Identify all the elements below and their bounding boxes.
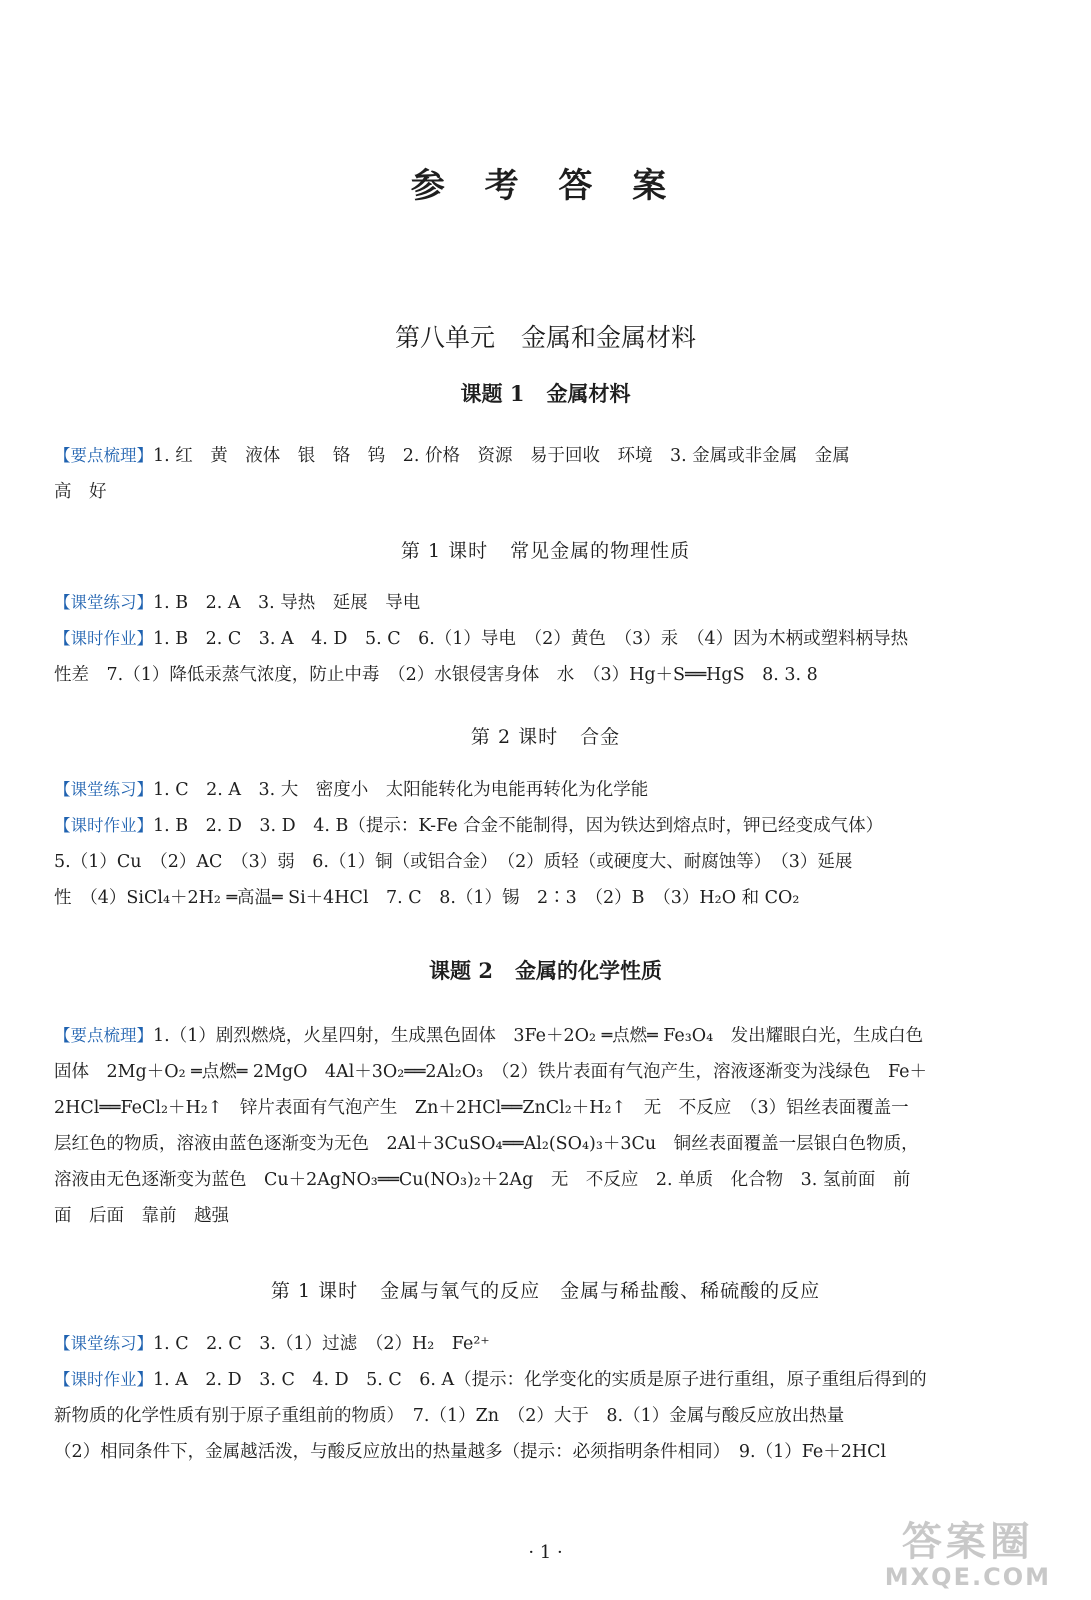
lesson3-answers: 【课堂练习】1. C 2. C 3.（1）过滤 （2）H₂ Fe²⁺ 【课时作业】1. A 2. D 3. C 4. D 5. C 6. A（提示：化学变化的实质是原子进行重组，原子重组后得到的 新物质的化学性质有别于原子重组前的物质） 7.（1）Zn （2）大于 8.（1）金属与酸反应放出热量 （2）相同条件下，金属越活泼，与酸反应放出的热量越多（提示：必须指明条件相同） 9.（1）Fe＋2HCl <box>54 1334 927 1462</box>
lesson2-heading: 第 2 课时 合金 <box>470 726 621 748</box>
topic1-key-points: 【要点梳理】1. 红 黄 液体 银 铬 钨 2. 价格 资源 易于回收 环境 3. 金属或非金属 金属 高 好 <box>54 446 850 502</box>
key-points-tag: 【要点梳理】 <box>54 446 153 465</box>
lesson1-heading: 第 1 课时 常见金属的物理性质 <box>400 540 691 562</box>
topic1-heading: 课题 1 金属材料 <box>460 381 631 406</box>
document-title: 参 考 答 案 <box>410 166 681 206</box>
unit-heading <box>0 318 1091 354</box>
unit-label: 第八单元 <box>394 323 495 352</box>
unit-name: 金属和金属材料 <box>521 323 697 352</box>
topic2-key-points: 【要点梳理】1.（1）剧烈燃烧，火星四射，生成黑色固体 3Fe＋2O₂ ═点燃═ Fe₃O₄ 发出耀眼白光，生成白色 固体 2Mg＋O₂ ═点燃═ 2MgO 4Al＋3O₂══2Al₂O₃ （2）铁片表面有气泡产生，溶液逐渐变为浅绿色 Fe＋ 2HCl══FeCl₂＋H₂↑ 锌片表面有气泡产生 Zn＋2HCl══ZnCl₂＋H₂↑ 无 不反应 （3）铝丝表面覆盖一 层红色的物质，溶液由蓝色逐渐变为无色 2Al＋3CuSO₄══Al₂(SO₄)₃＋3Cu 铜丝表面覆盖一层银白色物质， 溶液由无色逐渐变为蓝色 Cu＋2AgNO₃══Cu(NO₃)₂＋2Ag 无 不反应 2. 单质 化合物 3. 氢前面 前 面 后面 靠前 越强 <box>54 1026 928 1226</box>
lesson1-answers: 【课堂练习】1. B 2. A 3. 导热 延展 导电 【课时作业】1. B 2. C 3. A 4. D 5. C 6.（1）导电 （2）黄色 （3）汞 （4）因为木柄或塑料柄导热 性差 7.（1）降低汞蒸气浓度，防止中毒 （2）水银侵害身体 水 （3）Hg＋S══HgS 8. 3. 8 <box>54 593 909 685</box>
watermark-url: MXQE.COM <box>884 1563 1051 1591</box>
topic2-heading: 课题 2 金属的化学性质 <box>429 958 662 983</box>
watermark-logo-text: 答案圈 <box>901 1519 1034 1565</box>
lesson2-answers: 【课堂练习】1. C 2. A 3. 大 密度小 太阳能转化为电能再转化为化学能 【课时作业】1. B 2. D 3. D 4. B（提示：K-Fe 合金不能制得，因为铁达到熔点时，钾已经变成气体） 5.（1）Cu （2）AC （3）弱 6.（1）铜（或铝合金） （2）质轻（或硬度大、耐腐蚀等） （3）延展 性 （4）SiCl₄＋2H₂ ═高温═ Si＋4HCl 7. C 8.（1）锡 2∶3 （2）B （3）H₂O 和 CO₂ <box>54 780 884 908</box>
page-number: · 1 · <box>528 1542 563 1563</box>
lesson3-heading: 第 1 课时 金属与氧气的反应 金属与稀盐酸、稀硫酸的反应 <box>270 1280 821 1302</box>
watermark <box>885 1510 1051 1591</box>
